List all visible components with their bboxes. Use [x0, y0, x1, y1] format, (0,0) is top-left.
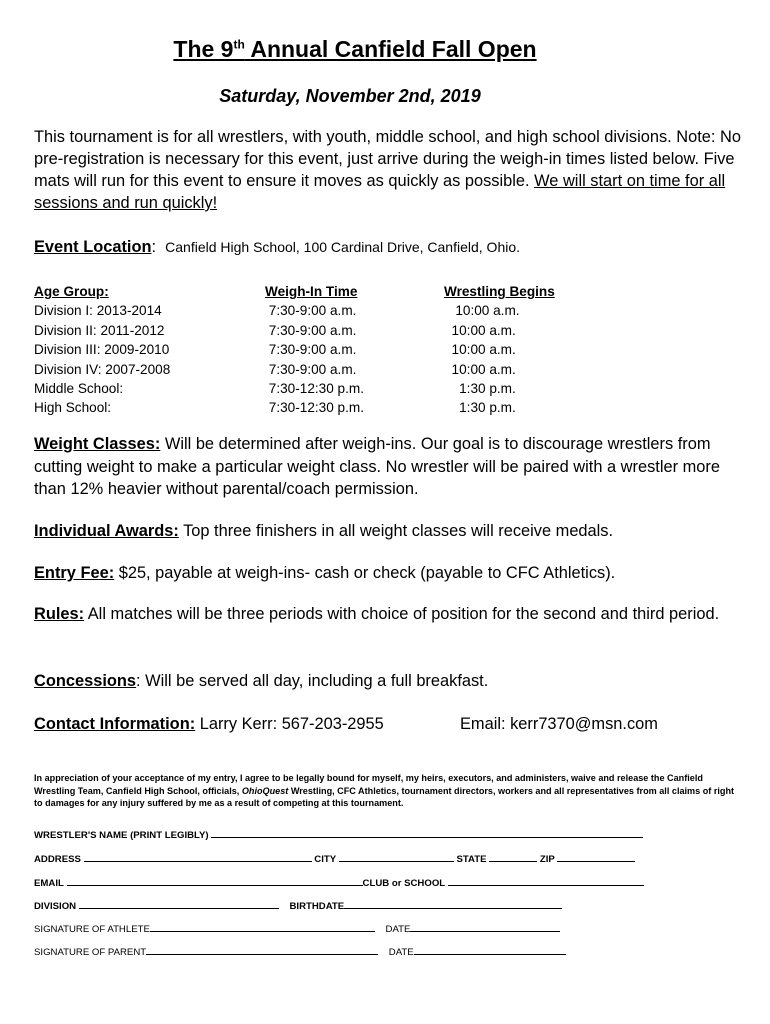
awards-text: Top three finishers in all weight classes will receive medals.: [178, 522, 614, 540]
event-location-value: Canfield High School, 100 Cardinal Drive, Canfield, Ohio.: [165, 239, 521, 255]
form-row-division: [34, 899, 562, 912]
schedule-wrestling-begins-column: [444, 282, 555, 418]
event-location-label: Event Location: [34, 238, 152, 256]
concessions-text: : Will be served all day, including a full breakfast.: [136, 672, 489, 690]
signature-parent-field[interactable]: [146, 945, 378, 955]
schedule-header-age-group: Age Group:: [34, 284, 109, 299]
schedule-cell: 1:30 p.m.: [444, 400, 516, 416]
club-label: CLUB or SCHOOL: [362, 878, 446, 889]
schedule-cell: 10:00 a.m.: [444, 303, 520, 319]
zip-label: ZIP: [539, 854, 555, 865]
wrestler-name-field[interactable]: [211, 828, 643, 838]
schedule-weigh-in-column: [265, 282, 364, 418]
entry-fee-text: $25, payable at weigh-ins- cash or check (payable to CFC Athletics).: [114, 564, 616, 582]
rules-text: All matches will be three periods with choice of position for the second and third period.: [84, 605, 720, 623]
intro-text: This tournament is for all wrestlers, with youth, middle school, and high school divisions. Note: No pre-registration is necessary for this event, just arrive during the weigh-in times listed below. Five mats will run for this event to ensure it moves as quickly as possible.: [34, 128, 741, 190]
state-label: STATE: [456, 854, 487, 865]
address-field[interactable]: [84, 852, 312, 862]
awards-label: Individual Awards:: [34, 522, 179, 540]
division-label: DIVISION: [34, 901, 77, 912]
date-athlete-label: DATE: [385, 924, 411, 935]
contact-section: [34, 713, 744, 736]
schedule-cell: 10:00 a.m.: [444, 342, 516, 358]
schedule-cell: Division IV: 2007-2008: [34, 361, 171, 377]
zip-field[interactable]: [557, 852, 635, 862]
schedule-cell: 7:30-9:00 a.m.: [265, 322, 357, 338]
schedule-cell: 10:00 a.m.: [444, 322, 516, 338]
date-parent-field[interactable]: [414, 945, 566, 955]
signature-parent-label: SIGNATURE OF PARENT: [34, 947, 147, 958]
schedule-age-group-column: [34, 282, 170, 418]
schedule-cell: 10:00 a.m.: [444, 361, 516, 377]
schedule-cell: Middle School:: [34, 381, 124, 397]
birthdate-label: BIRTHDATE: [289, 901, 345, 912]
schedule-cell: Division III: 2009-2010: [34, 342, 170, 358]
city-field[interactable]: [339, 852, 454, 862]
contact-name-phone: Larry Kerr: 567-203-2955: [195, 715, 384, 733]
signature-athlete-label: SIGNATURE OF ATHLETE: [34, 924, 150, 935]
page-title: The 9th Annual Canfield Fall Open: [173, 36, 537, 62]
wrestler-name-label: WRESTLER'S NAME (PRINT LEGIBLY): [34, 830, 209, 841]
email-label: EMAIL: [34, 878, 64, 889]
schedule-cell: 7:30-9:00 a.m.: [265, 342, 357, 358]
date-athlete-field[interactable]: [410, 922, 560, 932]
state-field[interactable]: [489, 852, 537, 862]
club-field[interactable]: [448, 876, 644, 886]
city-label: CITY: [314, 854, 337, 865]
rules-section: [34, 603, 744, 626]
schedule-header-weigh-in: Weigh-In Time: [265, 284, 358, 299]
concessions-label: Concessions: [34, 672, 137, 690]
schedule-cell: 7:30-12:30 p.m.: [265, 400, 364, 416]
form-row-wrestler-name: [34, 828, 643, 841]
schedule-cell: 7:30-9:00 a.m.: [265, 303, 357, 319]
entry-fee-section: [34, 562, 744, 585]
rules-label: Rules:: [34, 605, 85, 623]
entry-fee-label: Entry Fee:: [34, 564, 115, 582]
schedule-cell: Division II: 2011-2012: [34, 322, 165, 338]
birthdate-field[interactable]: [344, 899, 562, 909]
address-label: ADDRESS: [34, 854, 81, 865]
contact-email: Email: kerr7370@msn.com: [460, 715, 658, 733]
intro-underlined-text: We will start on time for all sessions and run quickly!: [34, 172, 726, 212]
form-row-signature-parent: [34, 945, 566, 958]
concessions-section: [34, 670, 744, 693]
form-row-signature-athlete: [34, 922, 560, 935]
schedule-cell: 7:30-9:00 a.m.: [265, 361, 357, 377]
form-row-email: [34, 876, 644, 889]
signature-athlete-field[interactable]: [150, 922, 375, 932]
weight-classes-section: [34, 433, 744, 501]
intro-paragraph: [34, 126, 744, 214]
weight-classes-label: Weight Classes:: [34, 435, 161, 453]
email-field[interactable]: [67, 876, 363, 886]
schedule-cell: High School:: [34, 400, 112, 416]
division-field[interactable]: [79, 899, 279, 909]
date-parent-label: DATE: [388, 947, 414, 958]
schedule-cell: Division I: 2013-2014: [34, 303, 162, 319]
event-location: Event Location: Canfield High School, 100 Cardinal Drive, Canfield, Ohio.: [34, 238, 521, 256]
event-date: Saturday, November 2nd, 2019: [219, 86, 481, 106]
contact-label: Contact Information:: [34, 715, 196, 733]
schedule-cell: 1:30 p.m.: [444, 381, 516, 397]
schedule-header-wrestling-begins: Wrestling Begins: [444, 284, 555, 299]
form-row-address: [34, 852, 635, 865]
schedule-cell: 7:30-12:30 p.m.: [265, 381, 364, 397]
weight-classes-text: Will be determined after weigh-ins. Our goal is to discourage wrestlers from cutting weight to make a particular weight class. No wrestler will be paired with a wrestler more than 12% heavier without parental/coach permission.: [34, 435, 720, 498]
waiver-text: In appreciation of your acceptance of my entry, I agree to be legally bound for myself, my heirs, executors, and administers, waive and release the Canfield Wrestling Team, Canfield High School, officials, OhioQuest Wrestling, CFC Athletics, tournament directors, workers and all representatives from all claims of right to damages for any injury suffered by me as a result of competing at this tournament.: [34, 773, 735, 809]
awards-section: [34, 520, 744, 543]
